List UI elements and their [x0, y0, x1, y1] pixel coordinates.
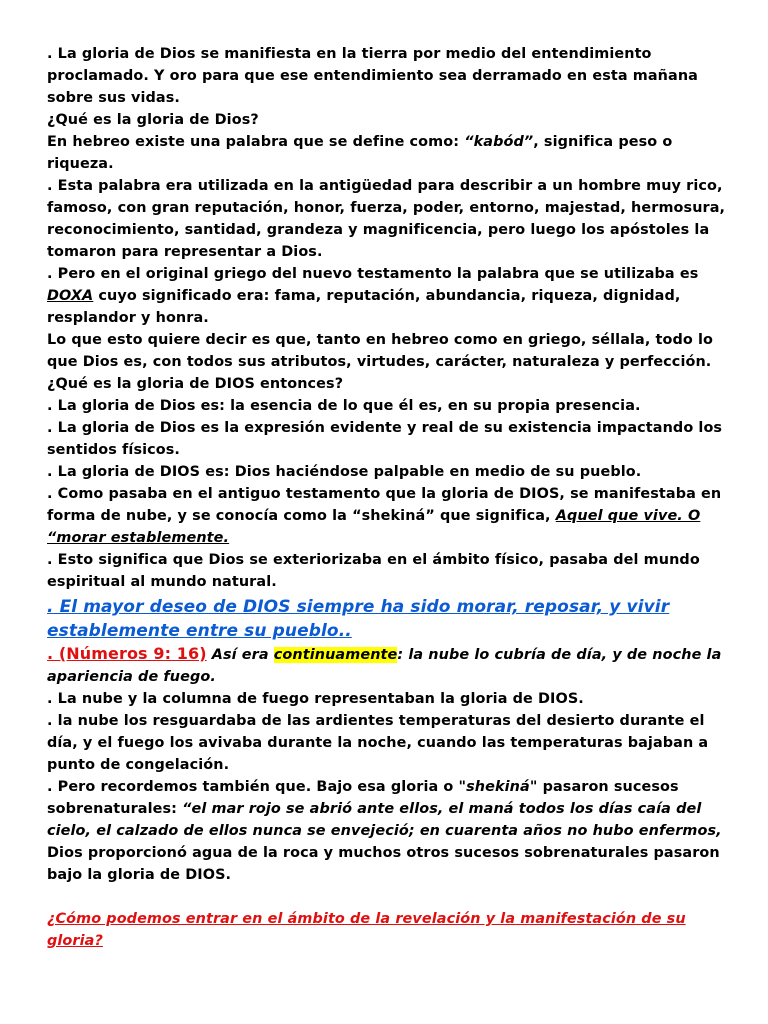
heading-text: El mayor deseo de DIOS siempre ha sido morar, reposar, y vivir establemente entre su pueblo..	[47, 597, 670, 641]
text-segment: , significa peso o riqueza.	[47, 134, 673, 172]
quote-milagros: “el mar rojo se abrió ante ellos, el maná todos los días caía del cielo, el calzado de ellos nunca se envejeció; en cuarenta años no hubo enfermos,	[47, 801, 722, 839]
text-segment: . Como pasaba en el antiguo testamento que la gloria de DIOS, se manifestaba en forma de nube, y se conocía como la “shekiná” que significa,	[47, 486, 722, 524]
term-kabod: “kabód”	[464, 134, 534, 150]
paragraph-shekina	[47, 483, 727, 549]
bible-reference: . (Números 9: 16)	[47, 644, 207, 663]
paragraph-exteriorizaba: . Esto significa que Dios se exteriorizaba en el ámbito físico, pasaba del mundo espiritual al mundo natural.	[47, 552, 700, 590]
text-segment: . Pero en el original griego del nuevo testamento la palabra que se utilizaba es	[47, 266, 699, 282]
text-segment: . Pero recordemos también que. Bajo esa gloria o	[47, 779, 459, 795]
paragraph-palpable: . La gloria de DIOS es: Dios haciéndose palpable en medio de su pueblo.	[47, 464, 642, 480]
document-body	[47, 43, 727, 952]
paragraph-kabod	[47, 131, 727, 175]
paragraph-resguardaba: . la nube los resguardaba de las ardientes temperaturas del desierto durante el día, y el fuego los avivaba durante la noche, cuando las temperaturas bajaban a punto de congelación.	[47, 713, 709, 773]
paragraph-numeros	[47, 643, 727, 688]
paragraph-intro: . La gloria de Dios se manifiesta en la tierra por medio del entendimiento proclamado. Y oro para que ese entendimiento sea derramado en esta mañana sobre sus vidas.	[47, 46, 698, 106]
paragraph-antiguedad: . Esta palabra era utilizada en la antigüedad para describir a un hombre muy rico, famoso, con gran reputación, honor, fuerza, poder, entorno, majestad, hermosura, reconocimiento, santidad, grandeza y magnificencia, pero luego los apóstoles la tomaron para representar a Dios.	[47, 178, 726, 260]
paragraph-sucesos	[47, 776, 727, 886]
text-segment: pasaron sucesos sobrenaturales:	[47, 779, 679, 817]
term-shekina: "shekiná"	[458, 779, 538, 795]
text-segment: Dios proporcionó agua de la roca y muchos otros sucesos sobrenaturales pasaron bajo la gloria de DIOS.	[47, 845, 720, 883]
term-doxa: DOXA	[47, 288, 94, 304]
heading-mayor-deseo	[47, 595, 727, 643]
paragraph-esencia: . La gloria de Dios es: la esencia de lo que él es, en su propia presencia.	[47, 398, 641, 414]
text-segment: cuyo significado era: fama, reputación, abundancia, riqueza, dignidad, resplandor y honra.	[47, 288, 681, 326]
paragraph-doxa	[47, 263, 727, 329]
question-revelacion: ¿Cómo podemos entrar en el ámbito de la revelación y la manifestación de su gloria?	[47, 911, 686, 949]
highlight-continuamente: continuamente	[273, 647, 398, 663]
question-gloria: ¿Qué es la gloria de Dios?	[47, 112, 259, 128]
text-segment: : la nube lo cubría de día, y de noche la apariencia de fuego.	[47, 647, 722, 685]
phrase-aquel-que-vive: Aquel que vive. O “morar establemente.	[47, 508, 701, 546]
text-segment: Así era	[206, 647, 274, 663]
paragraph-nube-columna: . La nube y la columna de fuego representaban la gloria de DIOS.	[47, 691, 584, 707]
text-segment: En hebreo existe una palabra que se define como:	[47, 134, 465, 150]
paragraph-hebreo-griego: Lo que esto quiere decir es que, tanto en hebreo como en griego, séllala, todo lo que Dios es, con todos sus atributos, virtudes, carácter, naturaleza y perfección. ¿Qué es la gloria de DIOS entonces?	[47, 332, 714, 392]
heading-dot: .	[47, 597, 54, 617]
paragraph-expresion: . La gloria de Dios es la expresión evidente y real de su existencia impactando los sentidos físicos.	[47, 420, 723, 458]
